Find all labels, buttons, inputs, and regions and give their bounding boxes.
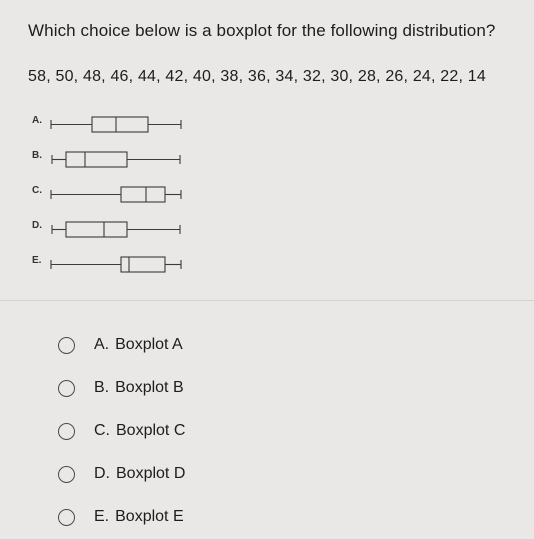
radio-button-b[interactable]: [58, 380, 75, 397]
option-b-label: Boxplot B: [115, 379, 184, 396]
boxplot-label-e: E.: [32, 255, 42, 266]
option-a-letter: A.: [94, 336, 110, 353]
option-b[interactable]: [58, 376, 184, 400]
option-e[interactable]: [58, 505, 184, 529]
option-a-label: Boxplot A: [115, 336, 183, 353]
boxplot-drawings: [0, 108, 210, 278]
boxplot-a: [51, 117, 181, 132]
distribution-values: 58, 50, 48, 46, 44, 42, 40, 38, 36, 34, 32, 30, 28, 26, 24, 22, 14: [28, 68, 486, 85]
option-d-label: Boxplot D: [116, 465, 186, 482]
option-b-letter: B.: [94, 379, 110, 396]
option-a[interactable]: [58, 333, 183, 357]
boxplot-c: [51, 187, 181, 202]
boxplot-label-b: B.: [32, 150, 42, 161]
option-d-letter: D.: [94, 465, 110, 482]
boxplot-b: [52, 152, 180, 167]
boxplot-label-d: D.: [32, 220, 42, 231]
radio-button-c[interactable]: [58, 423, 75, 440]
boxplot-e: [51, 257, 181, 272]
option-c-letter: C.: [94, 422, 110, 439]
boxplot-d: [52, 222, 180, 237]
option-d[interactable]: [58, 462, 185, 486]
option-e-label: Boxplot E: [115, 508, 184, 525]
question-text: Which choice below is a boxplot for the following distribution?: [28, 21, 496, 40]
radio-button-e[interactable]: [58, 509, 75, 526]
option-e-letter: E.: [94, 508, 110, 525]
boxplot-figure: [0, 108, 210, 278]
radio-button-d[interactable]: [58, 466, 75, 483]
option-c-label: Boxplot C: [116, 422, 186, 439]
option-c[interactable]: [58, 419, 185, 443]
section-divider: [0, 300, 534, 301]
boxplot-label-c: C.: [32, 185, 42, 196]
boxplot-label-a: A.: [32, 115, 42, 126]
radio-button-a[interactable]: [58, 337, 75, 354]
